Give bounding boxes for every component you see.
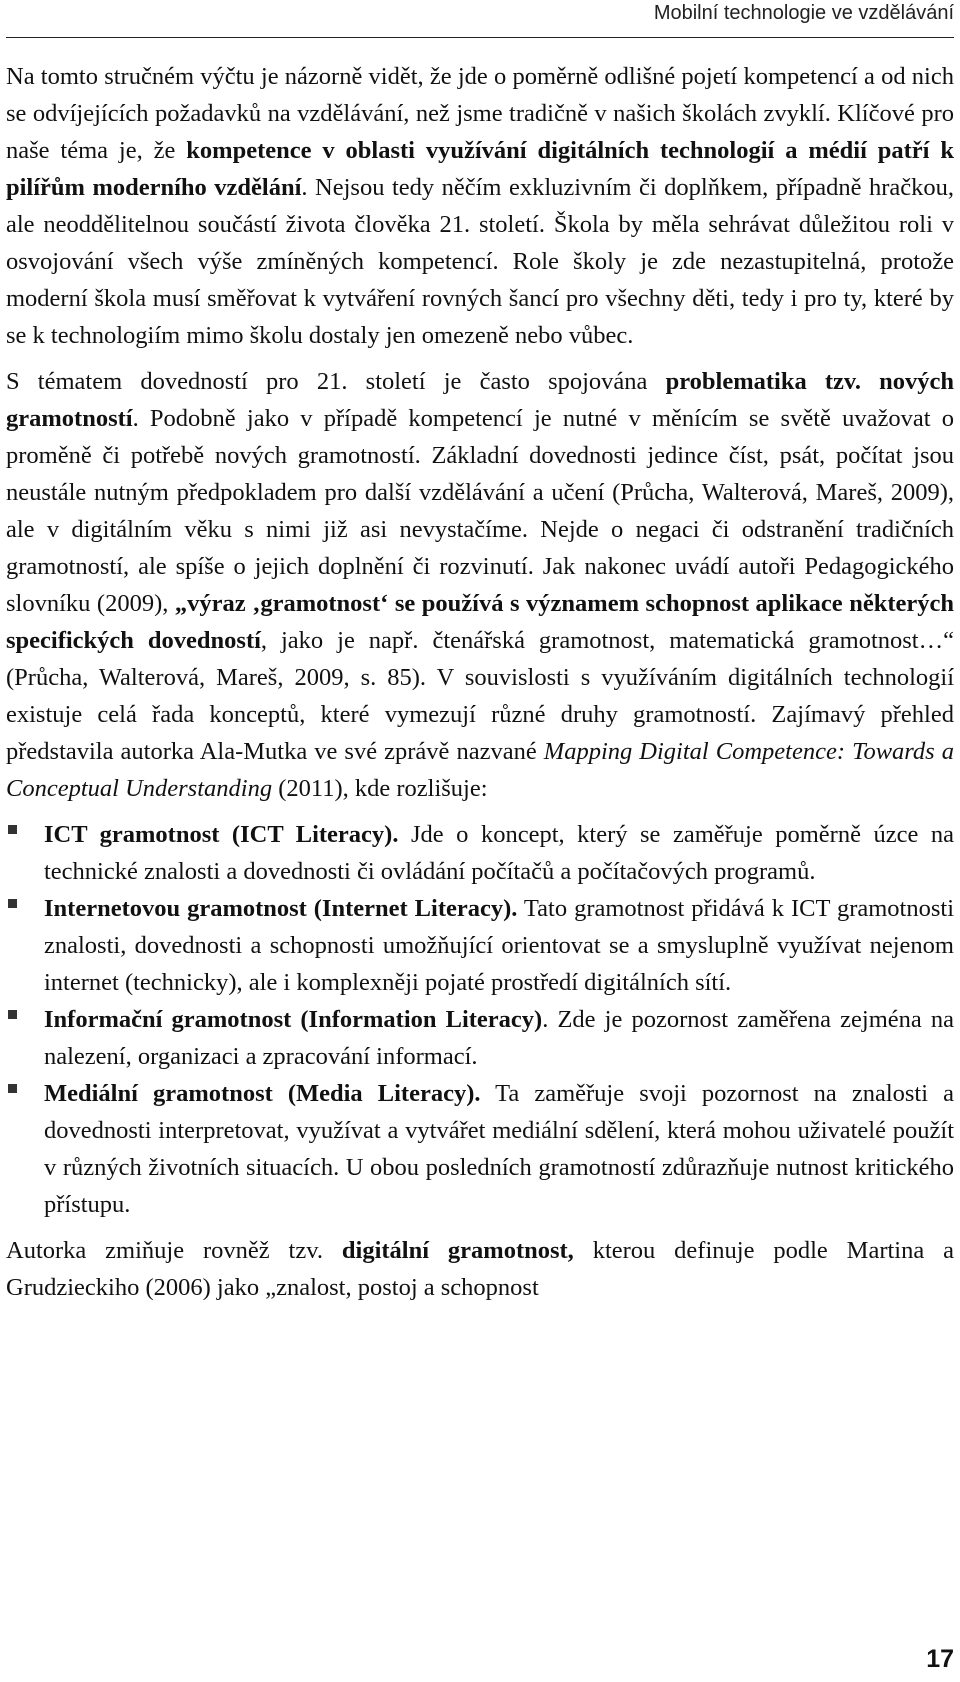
bold-quote: „výraz ‚gramotnost‘ se používá s významem schopnost aplikace některých specifických dovedností xyxy=(6,590,954,654)
bold-run: problematika tzv. nových gramotností xyxy=(6,368,955,432)
square-bullet-icon xyxy=(8,825,17,834)
list-item-term: Informační gramotnost (Information Literacy) xyxy=(44,1006,543,1033)
square-bullet-icon xyxy=(8,1010,17,1019)
list-item-term: Mediální gramotnost (Media Literacy). xyxy=(44,1080,481,1107)
running-header: Mobilní technologie ve vzdělávání xyxy=(653,2,954,24)
text-run: . Nejsou tedy něčím exkluzivním či doplňkem, případně hračkou, ale neoddělitelnou součástí života člověka 21. století. Škola by měla sehrávat důležitou roli v osvojování všech výše zmíněných kompetencí. Role školy je zde nezastupitelná, protože moderní škola musí směřovat k vytváření rovných šancí pro všechny děti, tedy i pro ty, které by se k technologiím mimo školu dostaly jen omezeně nebo vůbec. xyxy=(6,174,955,349)
paragraph-digital-literacy xyxy=(6,1232,954,1306)
text-run: Na tomto stručném výčtu je názorně vidět, že jde o poměrně odlišné pojetí kompetencí a od nich se odvíjejících požadavků na vzdělávání, než jsme tradičně v našich školách zvyklí. Klíčové pro naše téma je, že xyxy=(6,63,954,164)
text-run: S tématem dovedností pro 21. století je často spojována xyxy=(6,368,666,395)
list-item-term: Internetovou gramotnost (Internet Literacy). xyxy=(44,895,518,922)
list-item-text: Tato gramotnost přidává k ICT gramotnosti znalosti, dovednosti a schopnosti umožňující orientovat se a smysluplně využívat nejenom internet (technicky), ale i komplexněji pojaté prostředí digitálních sítí. xyxy=(44,895,954,996)
text-run: . Podobně jako v případě kompetencí je nutné v měnícím se světě uvažovat o proměně či potřebě nových gramotností. Základní dovednosti jedince číst, psát, počítat jsou neustále nutným předpokladem pro další vzdělávání a učení (Průcha, Walterová, Mareš, 2009), ale v digitálním věku s nimi již asi nevystačíme. Nejde o negaci či odstranění tradičních gramotností, ale spíše o jejich doplnění či rozvinutí. Jak nakonec uvádí autoři Pedagogického slovníku (2009), xyxy=(6,405,954,617)
list-item xyxy=(44,816,954,890)
header-rule xyxy=(6,37,954,38)
paragraph-literacies xyxy=(6,363,954,807)
bold-run: kompetence v oblasti využívání digitálních technologií a médií patří k pilířům moderního vzdělání xyxy=(6,137,955,201)
page-number: 17 xyxy=(926,1645,954,1673)
list-item-text: Ta zaměřuje svoji pozornost na znalosti a dovednosti interpretovat, využívat a vytvářet mediální sdělení, která mohou uživatelé použít v různých životních situacích. U obou posledních gramotností zdůrazňuje nutnost kritického přístupu. xyxy=(44,1080,954,1218)
list-item xyxy=(44,890,954,1001)
page-body xyxy=(6,58,954,1315)
text-run: Autorka zmiňuje rovněž tzv. xyxy=(6,1237,342,1264)
italic-title: Mapping Digital Competence: Towards a Conceptual Understanding xyxy=(6,738,954,802)
list-item xyxy=(44,1001,954,1075)
square-bullet-icon xyxy=(8,899,17,908)
text-run: (2011), kde rozlišuje: xyxy=(272,775,488,802)
literacy-list xyxy=(6,816,954,1223)
list-item-term: ICT gramotnost (ICT Literacy). xyxy=(44,821,399,848)
list-item-text: Jde o koncept, který se zaměřuje poměrně úzce na technické znalosti a dovednosti či ovládání počítačů a počítačových programů. xyxy=(44,821,954,885)
bold-run: digitální gramotnost, xyxy=(341,1237,574,1264)
paragraph-competences xyxy=(6,58,954,354)
square-bullet-icon xyxy=(8,1084,17,1093)
text-run: , jako je např. čtenářská gramotnost, matematická gramotnost…“ (Průcha, Walterová, Mareš, 2009, s. 85). V souvislosti s využíváním digitálních technologií existuje celá řada konceptů, které vymezují různé druhy gramotností. Zajímavý přehled představila autorka Ala-Mutka ve své zprávě nazvané xyxy=(6,627,954,765)
text-run: kterou definuje podle Martina a Grudzieckiho (2006) jako „znalost, postoj a schopnost xyxy=(6,1237,954,1301)
list-item-text: . Zde je pozornost zaměřena zejména na nalezení, organizaci a zpracování informací. xyxy=(44,1006,955,1070)
list-item xyxy=(44,1075,954,1223)
